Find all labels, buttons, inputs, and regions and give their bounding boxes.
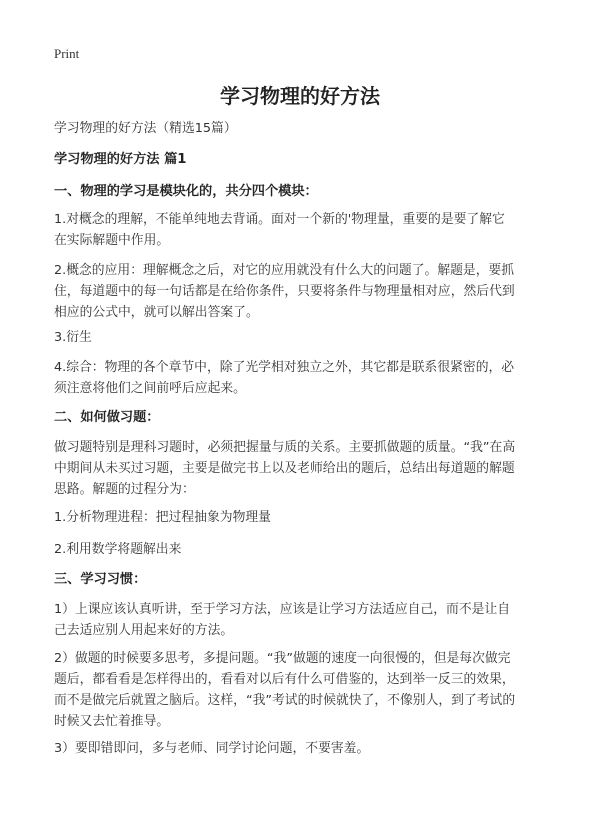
page-title: 学习物理的好方法 bbox=[220, 84, 380, 108]
section3-heading: 三、学习习惯： bbox=[54, 572, 147, 587]
section3-item2-line: 时候又去忙着推导。 bbox=[54, 714, 170, 729]
section2-step2: 2.利用数学将题解出来 bbox=[54, 542, 182, 557]
section2-para-line: 思路。解题的过程分为： bbox=[54, 482, 195, 497]
section1-item4-line: 须注意将他们之间前呼后应起来。 bbox=[54, 381, 246, 396]
print-link[interactable]: Print bbox=[54, 46, 80, 61]
section3-item2-line: 题后，都看看是怎样得出的，看看对以后有什么可借鉴的，达到举一反三的效果， bbox=[54, 672, 515, 687]
section3-item1-line: 1）上课应该认真听讲，至于学习方法，应该是让学习方法适应自己，而不是让自 bbox=[54, 602, 511, 617]
section2-step1: 1.分析物理进程：把过程抽象为物理量 bbox=[54, 510, 271, 525]
section1-item2-line: 住，每道题中的每一句话都是在给你条件，只要将条件与物理量相对应，然后代到 bbox=[54, 284, 515, 299]
section1-item1-line: 在实际解题中作用。 bbox=[54, 233, 170, 248]
document-subtitle: 学习物理的好方法（精选15篇） bbox=[54, 121, 237, 136]
section3-item2-line: 而不是做完后就置之脑后。这样，“我”考试的时候就快了，不像别人，到了考试的 bbox=[54, 693, 516, 708]
section1-heading: 一、物理的学习是模块化的，共分四个模块： bbox=[54, 184, 318, 199]
section1-item1-line: 1.对概念的理解，不能单纯地去背诵。面对一个新的'物理量，重要的是要了解它 bbox=[54, 212, 505, 227]
section1-item2-line: 2.概念的应用：理解概念之后，对它的应用就没有什么大的问题了。解题是，要抓 bbox=[54, 263, 515, 278]
section2-para-line: 中期间从未买过习题，主要是做完书上以及老师给出的题后，总结出每道题的解题 bbox=[54, 461, 515, 476]
section2-heading: 二、如何做习题： bbox=[54, 410, 160, 425]
article-heading: 学习物理的好方法 篇1 bbox=[54, 152, 187, 167]
section1-item3: 3.衍生 bbox=[54, 330, 92, 345]
section3-item1-line: 己去适应别人用起来好的方法。 bbox=[54, 623, 234, 638]
section3-item3: 3）要即错即问，多与老师、同学讨论问题，不要害羞。 bbox=[54, 741, 370, 756]
section1-item2-line: 相应的公式中，就可以解出答案了。 bbox=[54, 305, 259, 320]
section1-item4-line: 4.综合：物理的各个章节中，除了光学相对独立之外，其它都是联系很紧密的，必 bbox=[54, 360, 515, 375]
section2-para-line: 做习题特别是理科习题时，必须把握量与质的关系。主要抓做题的质量。“我”在高 bbox=[54, 440, 516, 455]
section3-item2-line: 2）做题的时候要多思考，多提问题。“我”做题的速度一向很慢的，但是每次做完 bbox=[54, 651, 511, 666]
